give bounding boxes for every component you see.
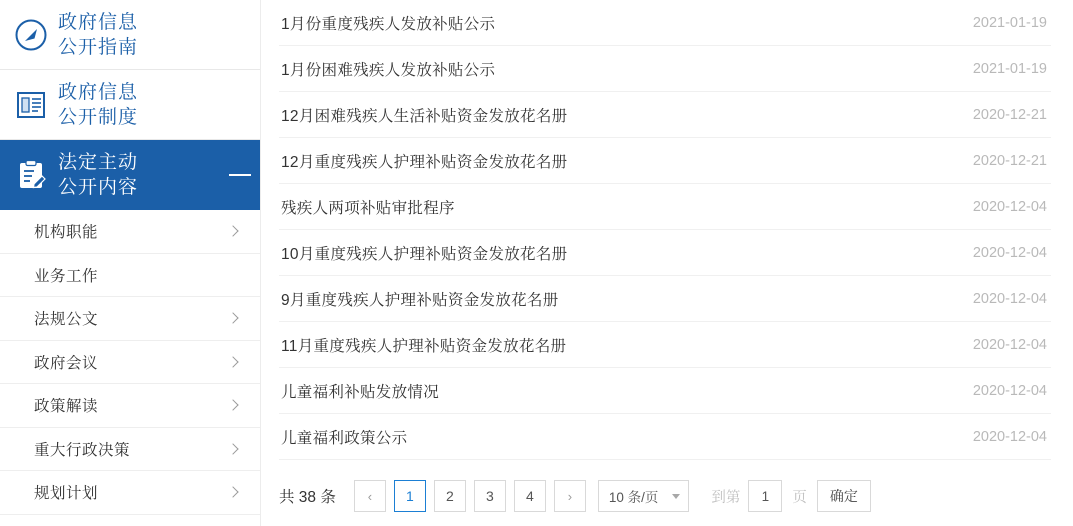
chevron-right-icon xyxy=(228,443,240,455)
sidebar-item-faguigongwen[interactable] xyxy=(0,297,260,341)
pagination-next-button[interactable] xyxy=(554,480,586,512)
pagination-prev-button[interactable] xyxy=(354,480,386,512)
sidebar-card-label-line1: 政府信息 xyxy=(58,11,139,33)
chevron-right-icon xyxy=(228,312,240,324)
list-item-title[interactable]: 1月份困难残疾人发放补贴公示 xyxy=(281,61,496,79)
content-area xyxy=(260,0,1073,526)
list-item-title[interactable]: 残疾人两项补贴审批程序 xyxy=(281,199,455,217)
list-item-title[interactable]: 9月重度残疾人护理补贴资金发放花名册 xyxy=(281,291,559,309)
sidebar-item-zhongdaxingzhengjuece[interactable] xyxy=(0,428,260,472)
pagination-page-4[interactable] xyxy=(514,480,546,512)
sidebar-item-label: 业务工作 xyxy=(34,267,99,285)
sidebar-card-label xyxy=(54,10,260,60)
list-item-date: 2020-12-04 xyxy=(972,198,1047,215)
sidebar-card-statutory-disclosure[interactable] xyxy=(0,140,260,210)
chevron-right-icon xyxy=(228,486,240,498)
sidebar-card-label-line1: 政府信息 xyxy=(58,81,139,103)
sidebar-item-jigouzhineng[interactable] xyxy=(0,210,260,254)
sidebar-card-label-line2: 公开指南 xyxy=(58,36,139,58)
list-item-title[interactable]: 儿童福利政策公示 xyxy=(281,429,408,447)
pagination-page-label: 1 xyxy=(405,488,414,504)
list-item[interactable] xyxy=(279,92,1051,138)
jump-unit: 页 xyxy=(792,489,807,506)
sidebar-item-zhengcejiedu[interactable] xyxy=(0,384,260,428)
list-item[interactable] xyxy=(279,276,1051,322)
document-lines-icon xyxy=(8,88,54,122)
chevron-right-icon xyxy=(228,225,240,237)
pagination-page-label: 2 xyxy=(445,488,454,504)
sidebar-item-guihuajihua[interactable] xyxy=(0,471,260,515)
sidebar xyxy=(0,0,260,526)
list-item-date: 2020-12-21 xyxy=(972,152,1047,169)
sidebar-card-government-info-system[interactable] xyxy=(0,70,260,140)
sidebar-item-yewugongzuo[interactable] xyxy=(0,254,260,298)
sidebar-card-government-info-guide[interactable] xyxy=(0,0,260,70)
list-item-date: 2020-12-04 xyxy=(972,244,1047,261)
pagination-total: 共 38 条 xyxy=(279,489,336,506)
compass-icon xyxy=(8,18,54,52)
list-item-date: 2021-01-19 xyxy=(972,60,1047,77)
minus-bar xyxy=(229,174,251,176)
list-item[interactable] xyxy=(279,230,1051,276)
jump-page-value: 1 xyxy=(761,488,770,504)
list-item-title[interactable]: 12月重度残疾人护理补贴资金发放花名册 xyxy=(281,153,568,171)
chevron-left-icon: ‹ xyxy=(367,488,373,504)
sidebar-card-label xyxy=(54,80,260,130)
sidebar-item-label: 规划计划 xyxy=(34,485,99,503)
collapse-minus-icon[interactable] xyxy=(220,174,260,176)
list-item-title[interactable]: 儿童福利补贴发放情况 xyxy=(281,383,440,401)
sidebar-submenu xyxy=(0,210,260,515)
page-size-value: 10 条/页 xyxy=(608,490,659,505)
chevron-right-icon: › xyxy=(567,488,573,504)
confirm-button[interactable] xyxy=(817,480,871,512)
list-item-date: 2020-12-04 xyxy=(972,290,1047,307)
pagination-page-label: 4 xyxy=(525,488,534,504)
chevron-right-icon xyxy=(228,356,240,368)
sidebar-card-label-line1: 法定主动 xyxy=(58,151,139,173)
jump-label: 到第 xyxy=(711,489,741,506)
list-item-date: 2020-12-04 xyxy=(972,428,1047,445)
sidebar-item-zhengfuhuiyi[interactable] xyxy=(0,341,260,385)
list-item[interactable] xyxy=(279,138,1051,184)
sidebar-item-label: 重大行政决策 xyxy=(34,441,131,459)
list-item-date: 2021-01-19 xyxy=(972,14,1047,31)
sidebar-item-label: 政策解读 xyxy=(34,398,99,416)
pagination-page-3[interactable] xyxy=(474,480,506,512)
list-item-title[interactable]: 12月困难残疾人生活补贴资金发放花名册 xyxy=(281,107,568,125)
chevron-right-icon xyxy=(228,399,240,411)
sidebar-card-label xyxy=(54,150,220,200)
sidebar-item-label: 法规公文 xyxy=(34,311,99,329)
list-item-title[interactable]: 11月重度残疾人护理补贴资金发放花名册 xyxy=(281,337,567,355)
list-item-title[interactable]: 10月重度残疾人护理补贴资金发放花名册 xyxy=(281,245,568,263)
pagination xyxy=(261,460,1073,518)
pagination-page-2[interactable] xyxy=(434,480,466,512)
sidebar-card-label-line2: 公开制度 xyxy=(58,106,139,128)
sidebar-item-label: 政府会议 xyxy=(34,354,99,372)
list-item[interactable] xyxy=(279,46,1051,92)
list-item-date: 2020-12-21 xyxy=(972,106,1047,123)
list-item[interactable] xyxy=(279,414,1051,460)
list-item[interactable] xyxy=(279,0,1051,46)
jump-page-input[interactable] xyxy=(748,480,782,512)
pagination-page-label: 3 xyxy=(485,488,494,504)
list-item[interactable] xyxy=(279,322,1051,368)
list-item[interactable] xyxy=(279,368,1051,414)
sidebar-item-label: 机构职能 xyxy=(34,224,99,242)
chevron-down-icon xyxy=(672,494,680,499)
list-item-date: 2020-12-04 xyxy=(972,382,1047,399)
clipboard-pencil-icon xyxy=(8,158,54,192)
list-item[interactable] xyxy=(279,184,1051,230)
page-size-select[interactable] xyxy=(598,480,690,512)
pagination-page-1[interactable] xyxy=(394,480,426,512)
confirm-button-label: 确定 xyxy=(829,488,858,504)
list-item-date: 2020-12-04 xyxy=(972,336,1047,353)
list-item-title[interactable]: 1月份重度残疾人发放补贴公示 xyxy=(281,15,496,33)
sidebar-card-label-line2: 公开内容 xyxy=(58,176,139,198)
news-list xyxy=(261,0,1073,460)
